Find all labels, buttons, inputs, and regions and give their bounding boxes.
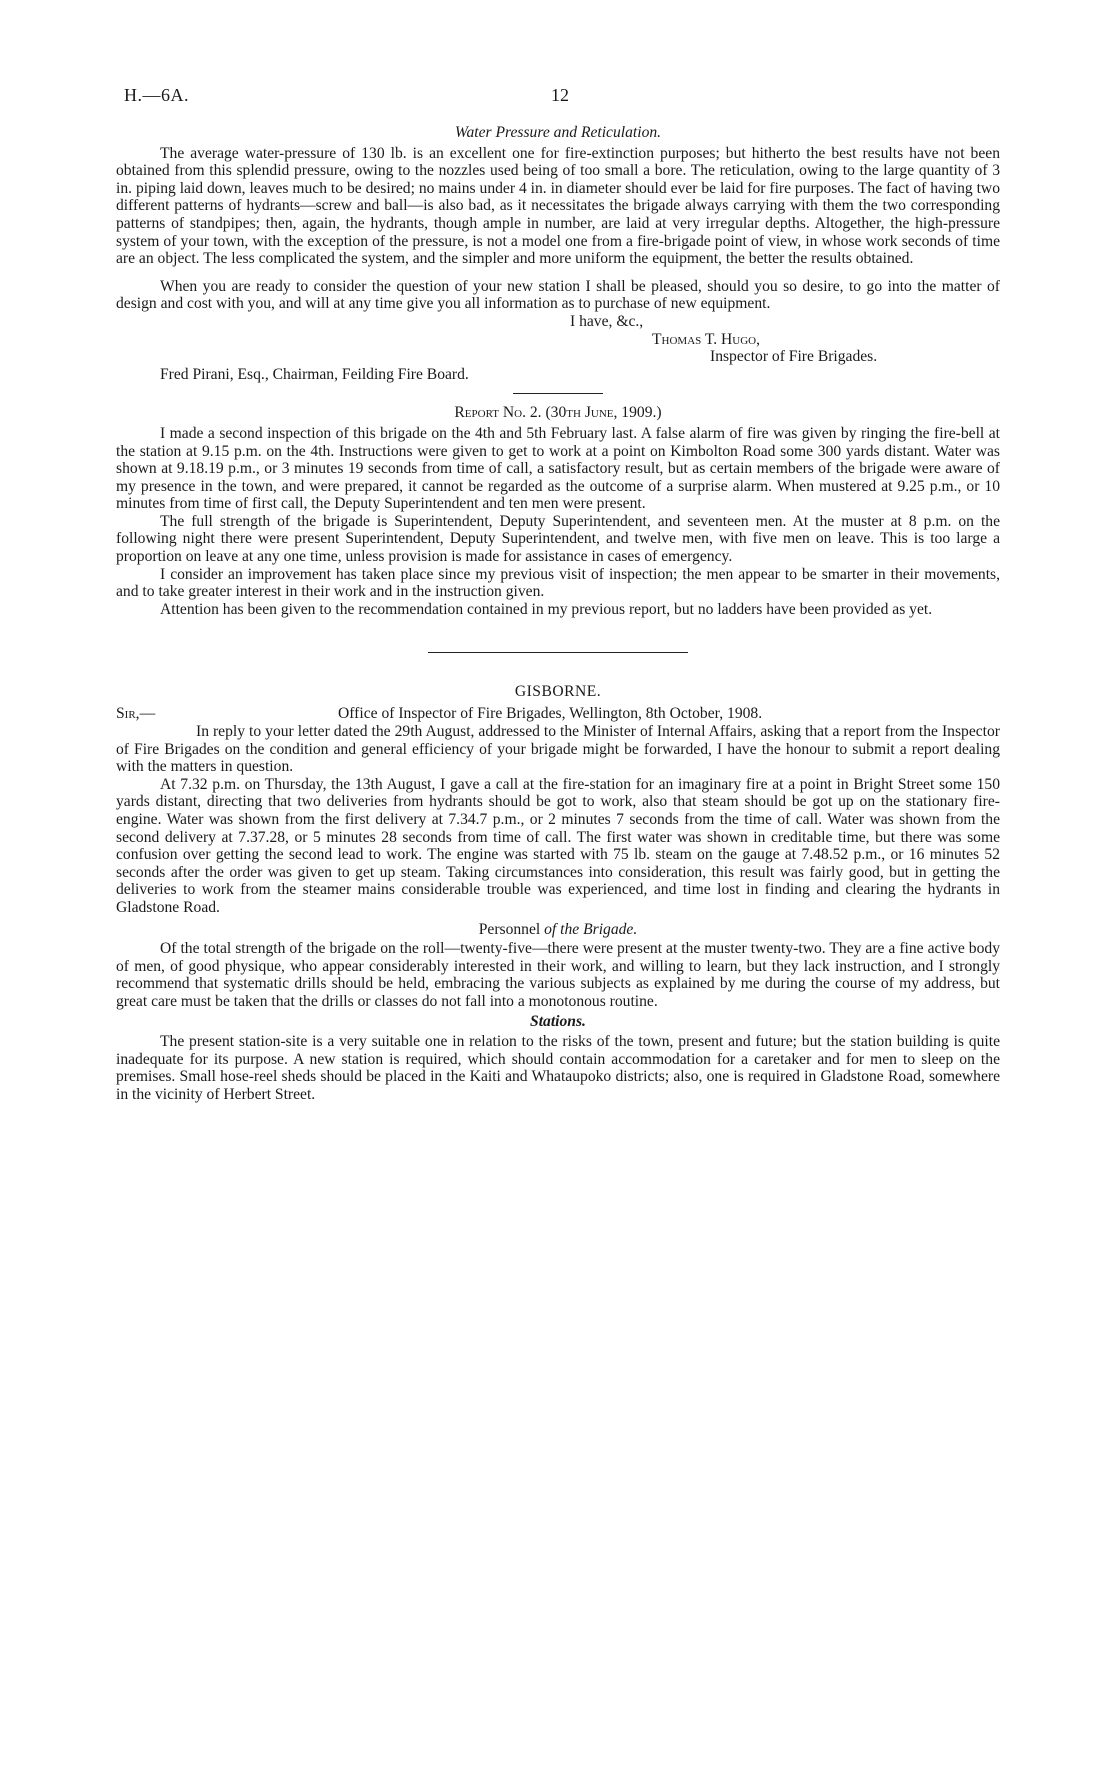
section-title-gisborne: GISBORNE. xyxy=(514,683,602,701)
paragraph: When you are ready to consider the question of your new station I shall be pleased, should you so desire, to go into the matter of design and cost with you, and will at any time give you all information as to purchase of new equipment. xyxy=(116,277,1000,313)
document-reference: H.—6A. xyxy=(124,85,189,105)
divider-long xyxy=(428,652,688,653)
paragraph: At 7.32 p.m. on Thursday, the 13th August, I gave a call at the fire-station for an imaginary fire at a point in Bright Street some 150 yards distant, directing that two deliveries from hydrants should be got to work, also that steam should be got up on the stationary fire-engine. Water was shown from the first delivery at 7.34.7 p.m., or 2 minutes 7 seconds from the time of call. Water was shown from the second delivery at 7.37.28, or 5 minutes 28 seconds from time of call. The first water was shown in creditable time, but there was some confusion over getting the second lead to work. The engine was started with 75 lb. steam on the gauge at 7.48.52 p.m., or 16 minutes 52 seconds after the order was given to get up steam. Taking circumstances into consideration, this result was fairly good, but in getting the deliveries to work from the steamer mains considerable trouble was experienced, and time lost in finding and clearing the hydrants in Gladstone Road. xyxy=(116,775,1000,916)
addressee: Fred Pirani, Esq., Chairman, Feilding Fire Board. xyxy=(160,365,469,383)
paragraph: Of the total strength of the brigade on the roll—twenty-five—there were present at the muster twenty-two. They are a fine active body of men, of good physique, who appear considerably interested in their work, and willing to learn, but they lack instruction, and I strongly recommend that systematic drills should be held, embracing the various subjects as explained by me during the course of my address, but great care must be taken that the drills or classes do not fall into a monotonous routine. xyxy=(116,940,1000,1010)
letter-closing: I have, &c., xyxy=(570,312,644,330)
signature-name: Thomas T. Hugo, xyxy=(652,330,761,348)
paragraph: The average water-pressure of 130 lb. is an excellent one for fire-extinction purposes; but hitherto the best results have not been obtained from this splendid pressure, owing to the nozzles used being of too small a bore. The reticulation, owing to the large quantity of 3 in. piping laid down, leaves much to be desired; no mains under 4 in. in diameter should ever be laid for fire purposes. The fact of having two different patterns of hydrants—screw and ball—is also bad, as it necessitates the brigade always carrying with them the two corresponding patterns of standpipes; then, again, the hydrants, though ample in number, are laid at very irregular depths. Altogether, the high-pressure system of your town, with the exception of the pressure, is not a model one from a fire-brigade point of view, in whose work seconds of time are an object. The less complicated the system, and the simpler and more uniform the equipment, the better the results obtained. xyxy=(116,144,1000,268)
office-dateline: Office of Inspector of Fire Brigades, Wellington, 8th October, 1908. xyxy=(338,705,763,723)
paragraph: The full strength of the brigade is Superintendent, Deputy Superintendent, and seventeen men. At the muster at 8 p.m. on the following night there were present Superintendent, Deputy Superintendent, and twelve men, with five men on leave. This is too large a proportion on leave at any one time, unless provision is made for assistance in cases of emergency. xyxy=(116,512,1000,566)
paragraph: Attention has been given to the recommendation contained in my previous report, but no ladders have been provided as yet. xyxy=(160,600,933,618)
report-heading: Report No. 2. (30th June, 1909.) xyxy=(454,404,662,422)
subheading-personnel: Personnel of the Brigade. xyxy=(478,920,638,938)
signature-title: Inspector of Fire Brigades. xyxy=(710,348,878,366)
salutation: Sir,— xyxy=(116,705,156,723)
paragraph: I made a second inspection of this brigade on the 4th and 5th February last. A false alarm of fire was given by ringing the fire-bell at the station at 9.15 p.m. on the 4th. Instructions were given to get to work at a point on Kimbolton Road some 300 yards distant. Water was shown at 9.18.19 p.m., or 3 minutes 19 seconds from time of call, a satisfactory result, but as certain members of the brigade were aware of my presence in the town, and were prepared, it cannot be regarded as the outcome of a surprise alarm. When mustered at 9.25 p.m., or 10 minutes from time of first call, the Deputy Superintendent and ten men were present. xyxy=(116,424,1000,513)
subheading-stations: Stations. xyxy=(530,1012,586,1030)
paragraph: In reply to your letter dated the 29th August, addressed to the Minister of Internal Affairs, asking that a report from the Inspector of Fire Brigades on the condition and general efficiency of your brigade might be forwarded, I have the honour to submit a report dealing with the matters in question. xyxy=(116,723,1000,776)
page-number: 12 xyxy=(551,85,569,105)
divider-short xyxy=(513,393,603,394)
paragraph: The present station-site is a very suitable one in relation to the risks of the town, present and future; but the station building is quite inadequate for its purpose. A new station is required, which should contain accommodation for a caretaker and for men to sleep on the premises. Small hose-reel sheds should be placed in the Kaiti and Whataupoko districts; also, one is required in Gladstone Road, somewhere in the vicinity of Herbert Street. xyxy=(116,1033,1000,1103)
section-heading-water-pressure: Water Pressure and Reticulation. xyxy=(454,124,662,141)
page-header xyxy=(124,85,1004,109)
page-body xyxy=(116,124,1000,1104)
salutation-line xyxy=(116,705,1000,723)
paragraph: I consider an improvement has taken place since my previous visit of inspection; the men appear to be smarter in their movements, and to take greater interest in their work and in the instruction given. xyxy=(116,565,1000,601)
